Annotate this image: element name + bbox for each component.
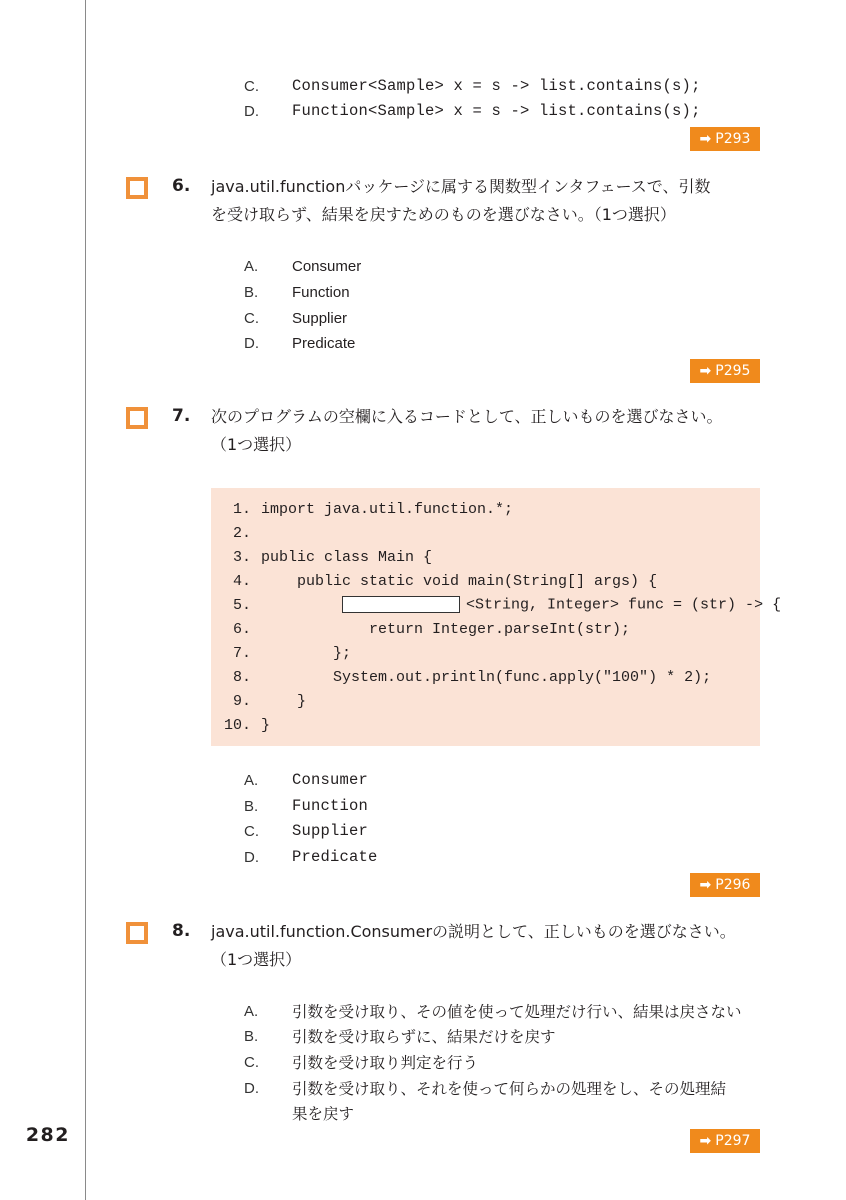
choice-text: 果を戻す (292, 1105, 355, 1123)
choice-b[interactable] (244, 1024, 556, 1048)
line-number: 9. (232, 692, 251, 710)
line-number: 4. (232, 572, 251, 590)
choice-text: 引数を受け取り、それを使って何らかの処理をし、その処理結 (292, 1080, 727, 1098)
code-line (211, 497, 513, 521)
question-text-line: を受け取らず、結果を戻すためのものを選びなさい。（1つ選択） (211, 205, 676, 224)
code-text: System.out.println(func.apply("100") * 2); (261, 668, 712, 686)
code-line (211, 689, 306, 713)
code-text: import java.util.function.*; (261, 500, 514, 518)
choice-d-continuation (244, 1101, 354, 1125)
page-ref-label: P296 (715, 877, 751, 893)
choice-letter: C. (244, 822, 259, 840)
question-text-line: （1つ選択） (211, 435, 302, 454)
choice-text: Function<Sample> x = s -> list.contains(s); (292, 102, 701, 120)
choice-b[interactable] (244, 280, 350, 304)
page-ref-link[interactable] (690, 1129, 760, 1153)
code-text: public static void main(String[] args) { (261, 572, 658, 590)
choice-letter: C. (244, 309, 259, 327)
page-ref-label: P297 (715, 1133, 751, 1149)
choice-letter: B. (244, 283, 259, 301)
choice-a[interactable] (244, 768, 368, 792)
question-text-line: （1つ選択） (211, 950, 302, 969)
page-ref-label: P293 (715, 131, 751, 147)
choice-d[interactable] (244, 845, 378, 869)
line-number: 1. (232, 500, 251, 518)
choice-text: 引数を受け取らずに、結果だけを戻す (292, 1028, 556, 1046)
code-text: } (261, 716, 271, 734)
page-number: 282 (25, 1124, 70, 1146)
code-text (251, 596, 781, 613)
choice-text: Supplier (292, 822, 369, 840)
choice-text: Consumer (292, 257, 362, 275)
choice-c[interactable] (244, 819, 368, 843)
arrow-right-icon: ➡ (699, 363, 712, 379)
choice-letter: B. (244, 1027, 259, 1045)
arrow-right-icon: ➡ (699, 877, 712, 893)
choice-a[interactable] (244, 254, 361, 278)
choice-text: Predicate (292, 334, 356, 352)
choice-letter: C. (244, 1053, 259, 1071)
code-line (211, 665, 711, 689)
choice-c[interactable] (244, 306, 347, 330)
question-text-line: java.util.function.Consumerの説明として、正しいものを選びなさい。 (211, 922, 736, 941)
empty-checkbox-icon[interactable] (126, 177, 148, 199)
choice-text: 引数を受け取り判定を行う (292, 1054, 479, 1072)
choice-text: Supplier (292, 309, 348, 327)
page-ref-link[interactable] (690, 359, 760, 383)
choice-text: 引数を受け取り、その値を使って処理だけ行い、結果は戻さない (292, 1003, 742, 1021)
choice-d[interactable] (244, 99, 701, 123)
code-line (211, 545, 432, 569)
choice-letter: D. (244, 1079, 259, 1097)
choice-d[interactable] (244, 1076, 726, 1100)
code-text: return Integer.parseInt(str); (261, 620, 631, 638)
choice-letter: A. (244, 771, 259, 789)
arrow-right-icon: ➡ (699, 131, 712, 147)
choice-letter: D. (244, 334, 259, 352)
choice-letter: C. (244, 77, 259, 95)
choice-text: Consumer (292, 771, 369, 789)
code-after-blank: <String, Integer> func = (str) -> { (466, 596, 782, 614)
code-indent (261, 597, 342, 614)
question-text (211, 173, 766, 229)
empty-checkbox-icon[interactable] (126, 922, 148, 944)
code-text: } (261, 692, 307, 710)
page-ref-link[interactable] (690, 873, 760, 897)
margin-rule (85, 0, 86, 1200)
question-number: 6. (172, 176, 191, 196)
choice-letter: A. (244, 257, 259, 275)
choice-a[interactable] (244, 999, 742, 1023)
choice-c[interactable] (244, 74, 701, 98)
choice-text: Function (292, 797, 369, 815)
page-ref-label: P295 (715, 363, 751, 379)
choice-letter: D. (244, 848, 259, 866)
code-line (211, 569, 657, 593)
choice-text: Predicate (292, 848, 378, 866)
code-text: }; (261, 644, 352, 662)
question-text-line: 次のプログラムの空欄に入るコードとして、正しいものを選びなさい。 (211, 407, 723, 426)
question-number: 7. (172, 406, 191, 426)
code-text: public class Main { (261, 548, 433, 566)
line-number: 6. (232, 620, 251, 638)
question-text-line: java.util.functionパッケージに属する関数型インタフェースで、引数 (211, 177, 711, 196)
choice-text: Function (292, 283, 350, 301)
line-number: 5. (232, 596, 251, 614)
question-number: 8. (172, 921, 191, 941)
code-line (211, 641, 351, 665)
code-line (211, 617, 630, 641)
page-ref-link[interactable] (690, 127, 760, 151)
line-number: 3. (232, 548, 251, 566)
line-number: 10. (223, 716, 251, 734)
code-listing (211, 488, 782, 746)
code-line (211, 593, 781, 617)
line-number: 7. (232, 644, 251, 662)
choice-c[interactable] (244, 1050, 478, 1074)
choice-letter: D. (244, 102, 259, 120)
blank-answer-box[interactable] (342, 596, 460, 613)
line-number: 2. (232, 524, 251, 542)
choice-letter: A. (244, 1002, 259, 1020)
choice-letter: B. (244, 797, 259, 815)
question-text (211, 403, 766, 459)
choice-b[interactable] (244, 794, 368, 818)
choice-text: Consumer<Sample> x = s -> list.contains(s); (292, 77, 701, 95)
choice-d[interactable] (244, 331, 355, 355)
code-line (211, 521, 261, 545)
code-line (211, 713, 270, 737)
line-number: 8. (232, 668, 251, 686)
arrow-right-icon: ➡ (699, 1133, 712, 1149)
empty-checkbox-icon[interactable] (126, 407, 148, 429)
question-text (211, 918, 766, 974)
